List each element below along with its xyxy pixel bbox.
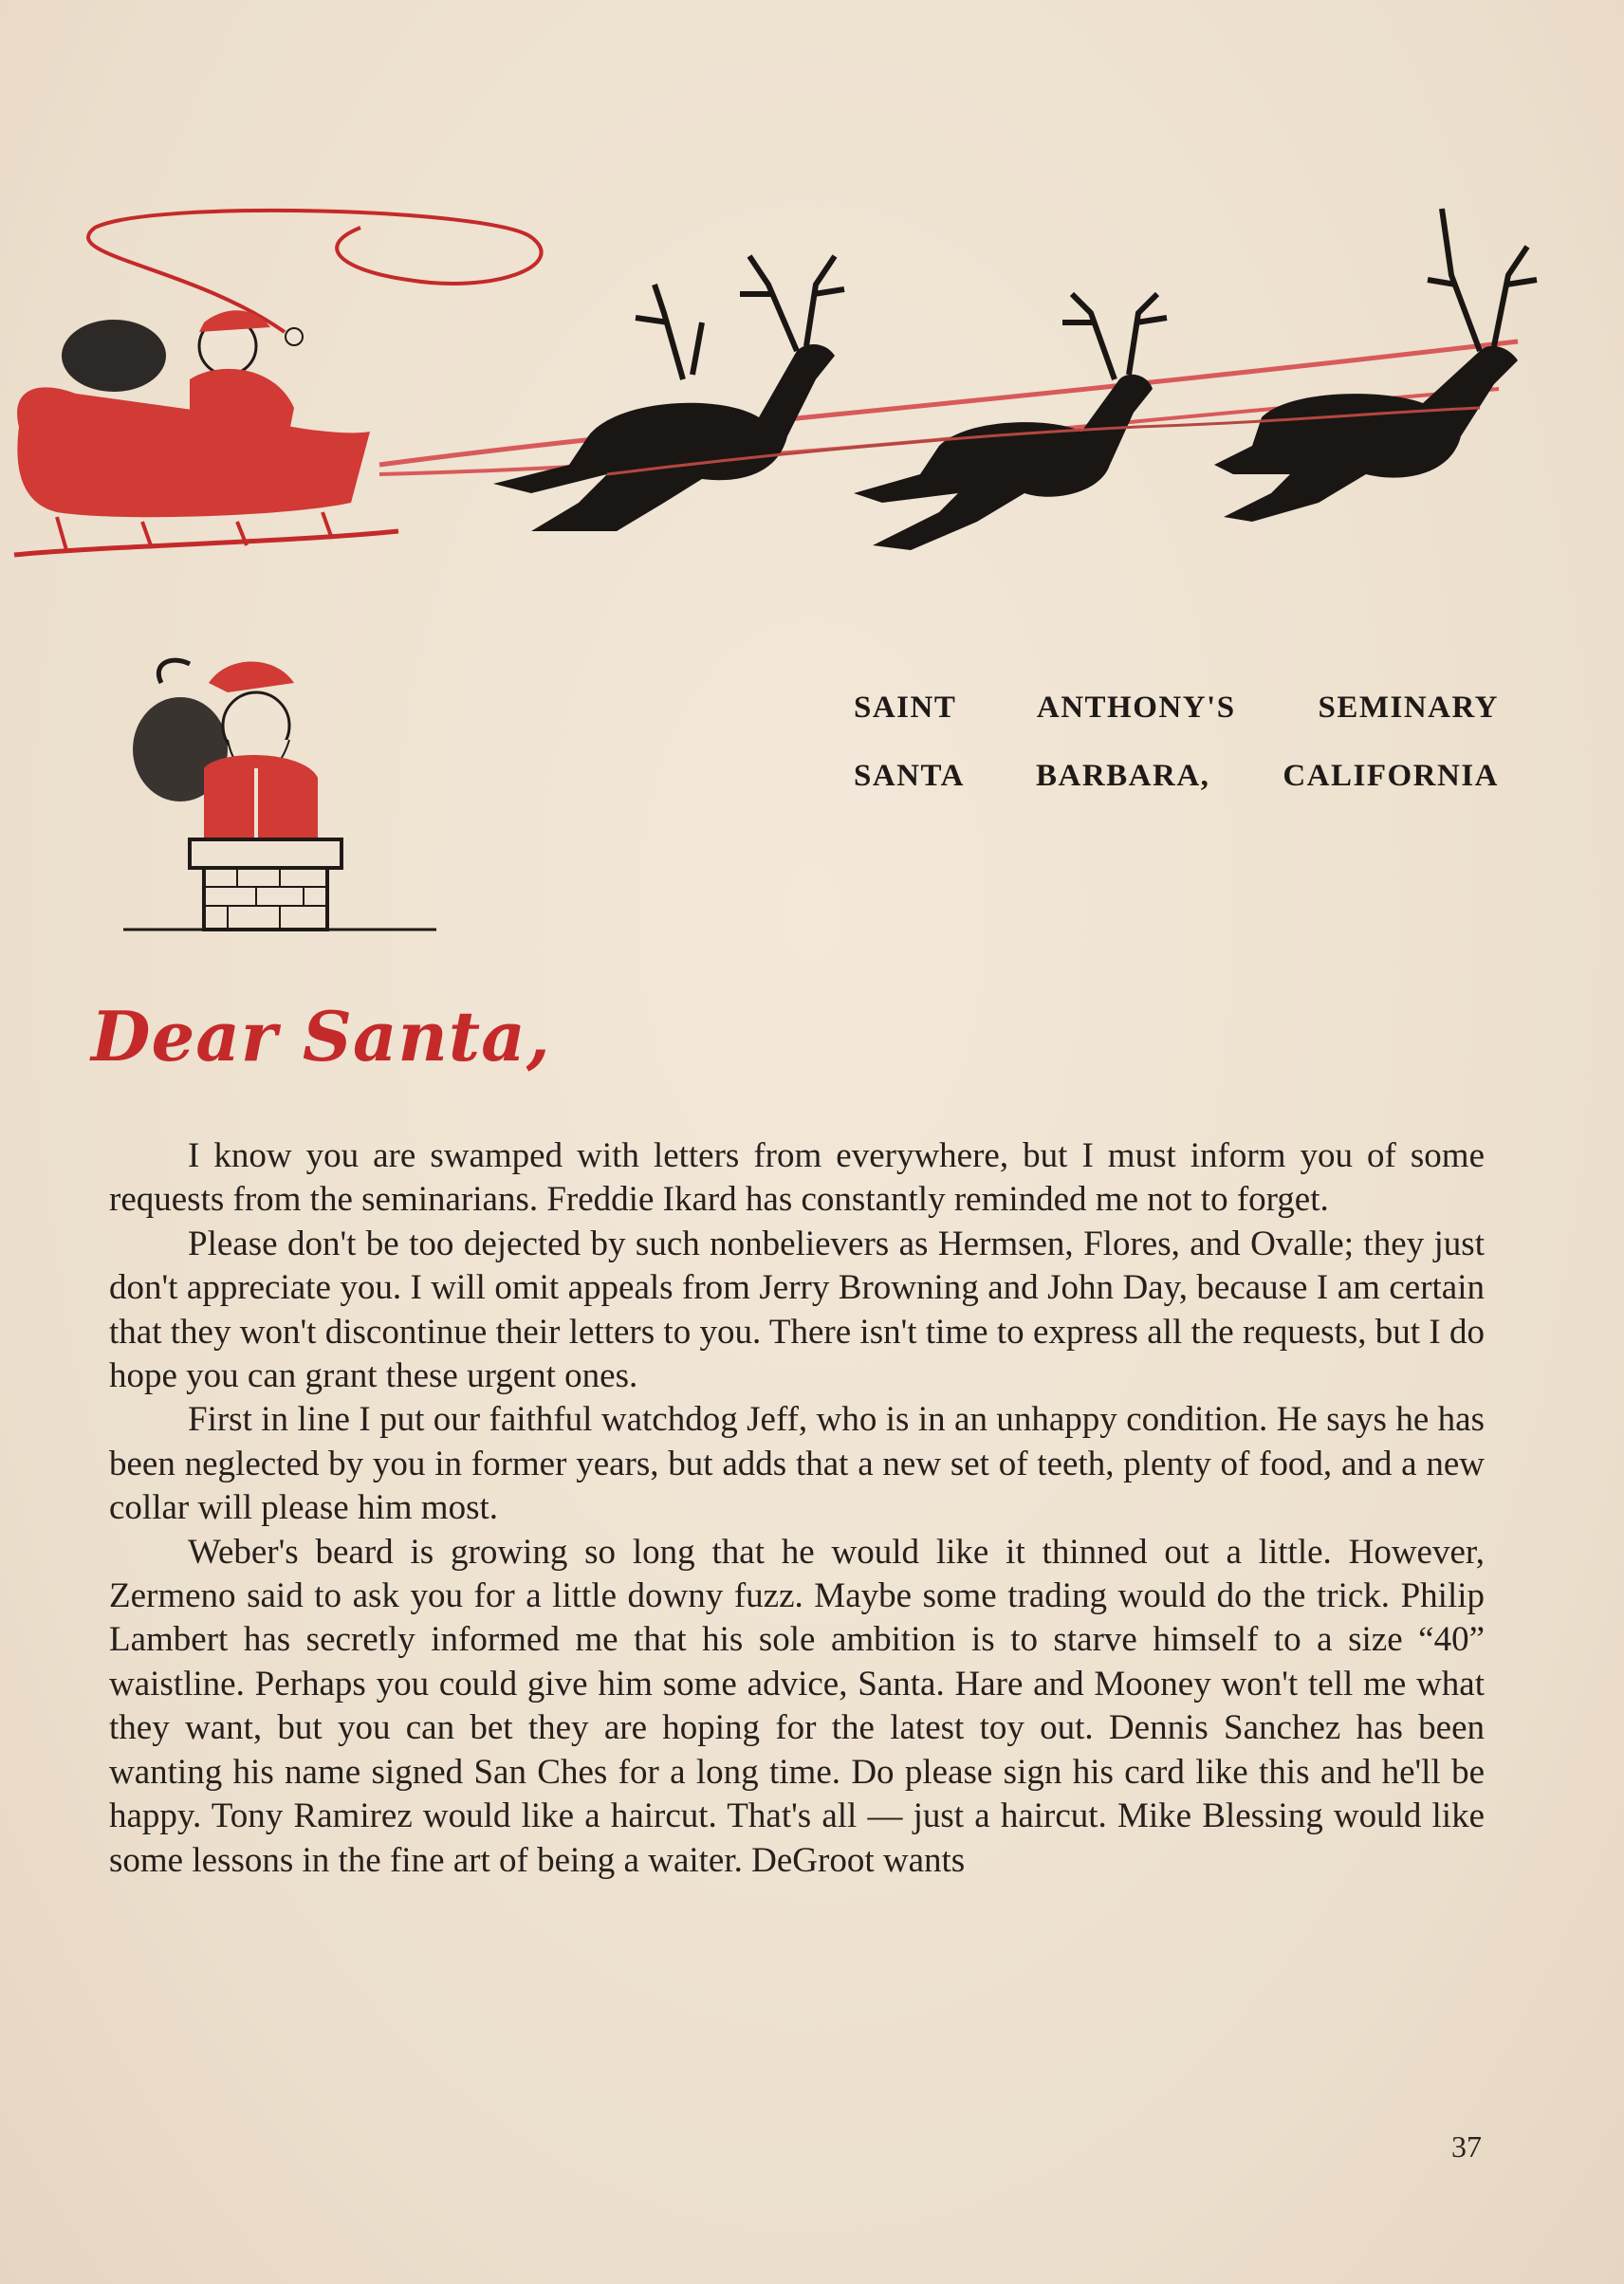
letterhead [854, 691, 1499, 794]
letter-paragraph: Weber's beard is growing so long that he would like it thinned out a little. However, Zermeno said to ask you for a little downy fuzz. Maybe some trading would do the trick. Philip Lambert has secretly informed me that his sole ambition is to starve himself to a size “40” waistline. Perhaps you could give him some advice, Santa. Hare and Mooney won't tell me what they want, but you can bet they are hoping for the latest toy out. Dennis Sanchez has been wanting his name signed San Ches for a long time. Do please sign his card like this and he'll be happy. Tony Ramirez would like a haircut. That's all — just a haircut. Mike Blessing would like some lessons in the fine art of being a waiter. DeGroot wants [109, 1532, 1485, 1880]
letter-paragraph: First in line I put our faithful watchdog Jeff, who is in an unhappy condition. He says he has been neglected by you in former years, but adds that a new set of teeth, plenty of food, and a new collar will please him most. [109, 1400, 1485, 1528]
letter-paragraph: I know you are swamped with letters from everywhere, but I must inform you of some requests from the seminarians. Freddie Ikard has constantly reminded me not to forget. [109, 1136, 1485, 1220]
letter-paragraph: Please don't be too dejected by such nonbelievers as Hermsen, Flores, and Ovalle; they just don't appreciate you. I will omit appeals from Jerry Browning and John Day, because I am certain that they won't discontinue their letters to you. There isn't time to express all the requests, but I do hope you can grant these urgent ones. [109, 1224, 1485, 1396]
page-number: 37 [1451, 2129, 1482, 2164]
sleigh-reindeer-illustration [0, 190, 1624, 588]
santa-chimney-illustration [114, 645, 446, 967]
institution-location: SANTA BARBARA, CALIFORNIA [854, 759, 1499, 793]
salutation: Dear Santa, [91, 996, 551, 1077]
institution-name: SAINT ANTHONY'S SEMINARY [854, 691, 1499, 725]
letter-body [109, 1134, 1485, 1883]
